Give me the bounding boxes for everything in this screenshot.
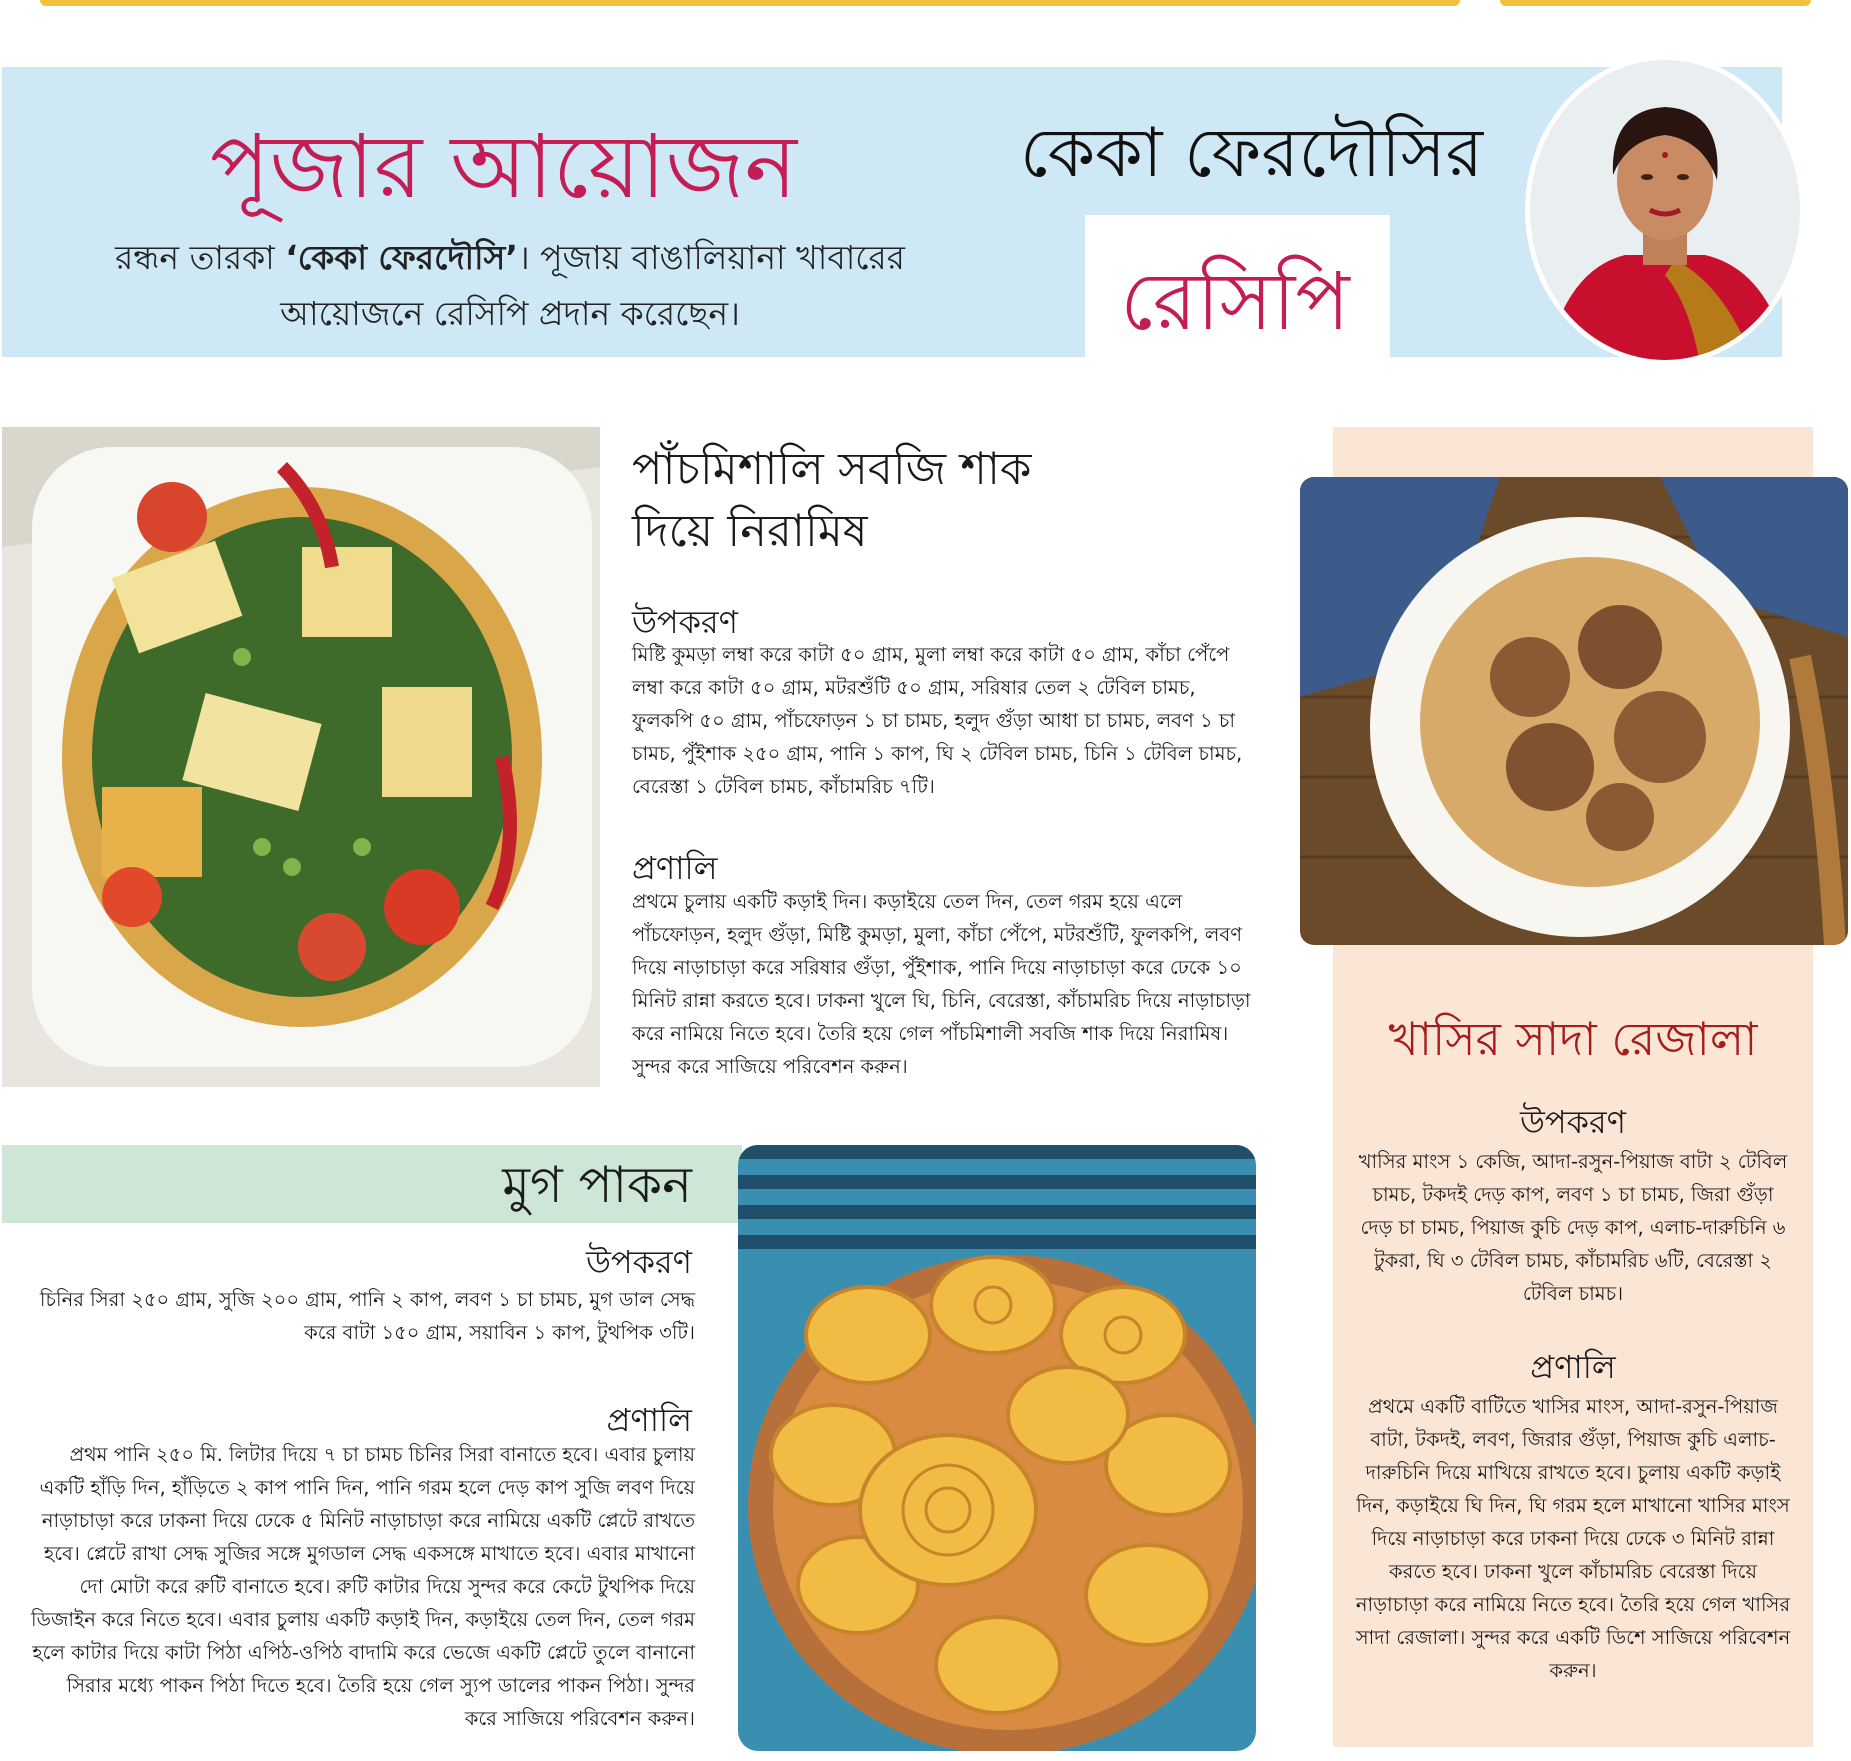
recipe2-method: প্রথমে একটি বাটিতে খাসির মাংস, আদা-রসুন-পিয়াজ বাটা, টকদই, লবণ, জিরার গুঁড়া, পিয়াজ কুচি এলাচ-দারুচিনি দিয়ে মাখিয়ে রাখতে হবে। চুলায় একটি কড়াই দিন, কড়াইয়ে ঘি দিন, ঘি গরম হলে মাখানো খাসির মাংস দিয়ে নাড়াচাড়া করে ঢাকনা দিয়ে ঢেকে ৩ মিনিট রান্না করতে হবে। ঢাকনা খুলে কাঁচামরিচ বেরেস্তা দিয়ে নাড়াচাড়া করে নামিয়ে নিতে হবে। তৈরি হয়ে গেল খাসির সাদা রেজালা। সুন্দর করে একটি ডিশে সাজিয়ে পরিবেশন করুন। <box>1355 1395 1791 1682</box>
recipe3-title: মুগ পাকন <box>502 1156 692 1214</box>
recipe2-ingredients: খাসির মাংস ১ কেজি, আদা-রসুন-পিয়াজ বাটা ২ টেবিল চামচ, টকদই দেড় কাপ, লবণ ১ চা চামচ, জিরা গুঁড়া দেড় চা চামচ, পিয়াজ কুচি দেড় কাপ, এলাচ-দারুচিনি ৬ টুকরা, ঘি ৩ টেবিল চামচ, কাঁচামরিচ ৬টি, বেরেস্তা ২ টেবিল চামচ। <box>1358 1150 1788 1305</box>
mug-pakon-photo <box>738 1145 1256 1751</box>
recipe1-method-heading: প্রণালি <box>632 849 718 887</box>
author-name: কেকা ফেরদৌসির <box>1020 114 1484 193</box>
top-decorative-strip-right <box>1500 0 1811 6</box>
intro-text <box>60 230 960 342</box>
top-decorative-strip <box>40 0 1460 6</box>
intro-prefix: রন্ধন তারকা <box>115 238 286 277</box>
recipe3-method: প্রথম পানি ২৫০ মি. লিটার দিয়ে ৭ চা চামচ চিনির সিরা বানাতে হবে। এবার চুলায় একটি হাঁড়ি দিন, হাঁড়িতে ২ কাপ পানি দিন, পানি গরম হলে দেড় কাপ সুজি লবণ দিয়ে নাড়াচাড়া করে ঢাকনা দিয়ে ঢেকে ৫ মিনিট নাড়াচাড়া করে নামিয়ে একটি প্লেটে রাখতে হবে। প্লেটে রাখা সেদ্ধ সুজির সঙ্গে মুগডাল সেদ্ধ একসঙ্গে মাখাতে হবে। এবার মাখানো দো মোটা করে রুটি বানাতে হবে। রুটি কাটার দিয়ে সুন্দর করে কেটে টুথপিক দিয়ে ডিজাইন করে নিতে হবে। এবার চুলায় একটি কড়াই দিন, কড়াইয়ে তেল দিন, তেল গরম হলে কাটার দিয়ে কাটা পিঠা এপিঠ-ওপিঠ বাদামি করে ভেজে একটি প্লেটে তুলে বানানো সিরার মধ্যে পাকন পিঠা দিতে হবে। তৈরি হয়ে গেল স্যুপ ডালের পাকন পিঠা। সুন্দর করে সাজিয়ে পরিবেশন করুন। <box>31 1443 695 1730</box>
recipe1-method: প্রথমে চুলায় একটি কড়াই দিন। কড়াইয়ে তেল দিন, তেল গরম হয়ে এলে পাঁচফোড়ন, হলুদ গুঁড়া, মিষ্টি কুমড়া, মুলা, কাঁচা পেঁপে, মটরশুঁটি, ফুলকপি, লবণ দিয়ে নাড়াচাড়া করে সরিষার গুঁড়া, পুঁইশাক, পানি দিয়ে নাড়াচাড়া করে ঢেকে ১০ মিনিট রান্না করতে হবে। ঢাকনা খুলে ঘি, চিনি, বেরেস্তা, কাঁচামরিচ দিয়ে নাড়াচাড়া করে নামিয়ে নিতে হবে। তৈরি হয়ে গেল পাঁচমিশালী সবজি শাক দিয়ে নিরামিষ। সুন্দর করে সাজিয়ে পরিবেশন করুন। <box>632 890 1251 1078</box>
recipe-word: রেসিপি <box>1120 255 1350 348</box>
page-title: পূজার আয়োজন <box>210 115 797 218</box>
recipe2-method-heading: প্রণালি <box>1530 1348 1616 1386</box>
recipe3-ingredients: চিনির সিরা ২৫০ গ্রাম, সুজি ২০০ গ্রাম, পানি ২ কাপ, লবণ ১ চা চামচ, মুগ ডাল সেদ্ধ করে বাটা ১৫০ গ্রাম, সয়াবিন ১ কাপ, টুথপিক ৩টি। <box>39 1288 695 1344</box>
mutton-rezala-photo <box>1300 477 1848 945</box>
recipe2-ingredients-heading: উপকরণ <box>1520 1103 1626 1141</box>
intro-rest: । পূজায় বাঙালিয়ানা খাবারের আয়োজনে রেসিপি প্রদান করেছেন। <box>280 238 905 333</box>
recipe3-ingredients-heading: উপকরণ <box>586 1243 692 1281</box>
recipe1-title: পাঁচমিশালি সবজি শাক দিয়ে নিরামিষ <box>632 442 1032 557</box>
intro-chef-name: ‘কেকা ফেরদৌসি’ <box>285 238 518 277</box>
vegetable-curry-photo <box>2 427 600 1087</box>
chef-portrait <box>1525 55 1805 365</box>
recipe1-ingredients: মিষ্টি কুমড়া লম্বা করে কাটা ৫০ গ্রাম, মুলা লম্বা করে কাটা ৫০ গ্রাম, কাঁচা পেঁপে লম্বা করে কাটা ৫০ গ্রাম, মটরশুঁটি ৫০ গ্রাম, সরিষার তেল ২ টেবিল চামচ, ফুলকপি ৫০ গ্রাম, পাঁচফোড়ন ১ চা চামচ, হলুদ গুঁড়া আধা চা চামচ, লবণ ১ চা চামচ, পুঁইশাক ২৫০ গ্রাম, পানি ১ কাপ, ঘি ২ টেবিল চামচ, চিনি ১ টেবিল চামচ, বেরেস্তা ১ টেবিল চামচ, কাঁচামরিচ ৭টি। <box>632 643 1243 798</box>
recipe3-method-heading: প্রণালি <box>606 1401 692 1439</box>
recipe1-ingredients-heading: উপকরণ <box>632 603 738 641</box>
recipe2-title: খাসির সাদা রেজালা <box>1388 1012 1758 1066</box>
